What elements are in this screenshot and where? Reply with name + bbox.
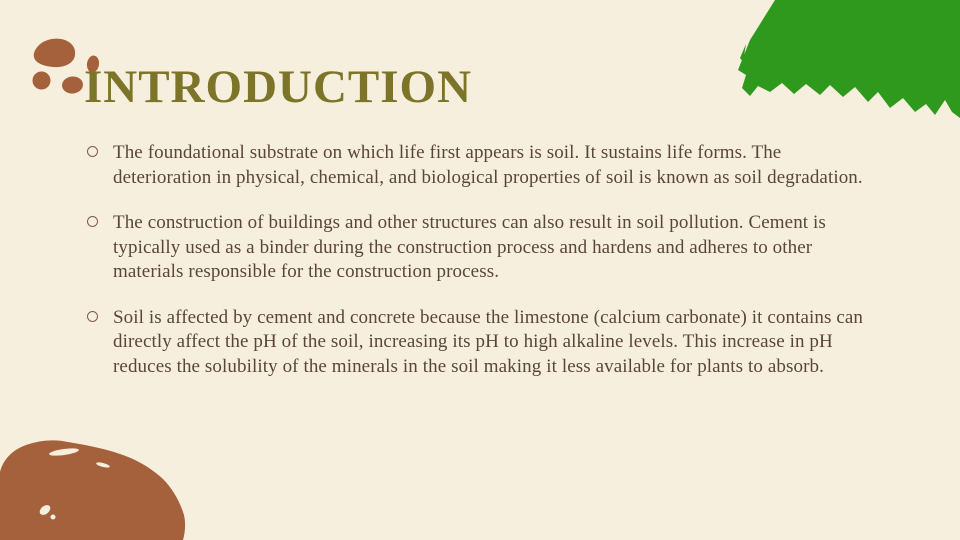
bullet-marker-icon <box>87 216 98 227</box>
bullet-text: The foundational substrate on which life first appears is soil. It sustains life forms. The deterioration in physical, chemical, and biological properties of soil is known as soil degradation. <box>113 142 863 188</box>
bullet-list <box>87 141 873 400</box>
bullet-item <box>87 306 873 380</box>
brown-blob-decoration <box>0 432 195 540</box>
bullet-text: Soil is affected by cement and concrete because the limestone (calcium carbonate) it contains can directly affect the pH of the soil, increasing its pH to high alkaline levels. This increase in pH reduces the solubility of the minerals in the soil making it less available for plants to absorb. <box>113 306 864 377</box>
green-brush-decoration <box>730 0 960 130</box>
bullet-marker-icon <box>87 311 98 322</box>
bullet-text: The construction of buildings and other structures can also result in soil pollution. Cement is typically used as a binder during the construction process and hardens and adheres to other materials responsible for the construction process. <box>113 212 826 282</box>
bullet-marker-icon <box>87 146 98 157</box>
bullet-item <box>87 211 873 285</box>
page-title: INTRODUCTION <box>84 61 473 113</box>
bullet-item <box>87 141 873 190</box>
